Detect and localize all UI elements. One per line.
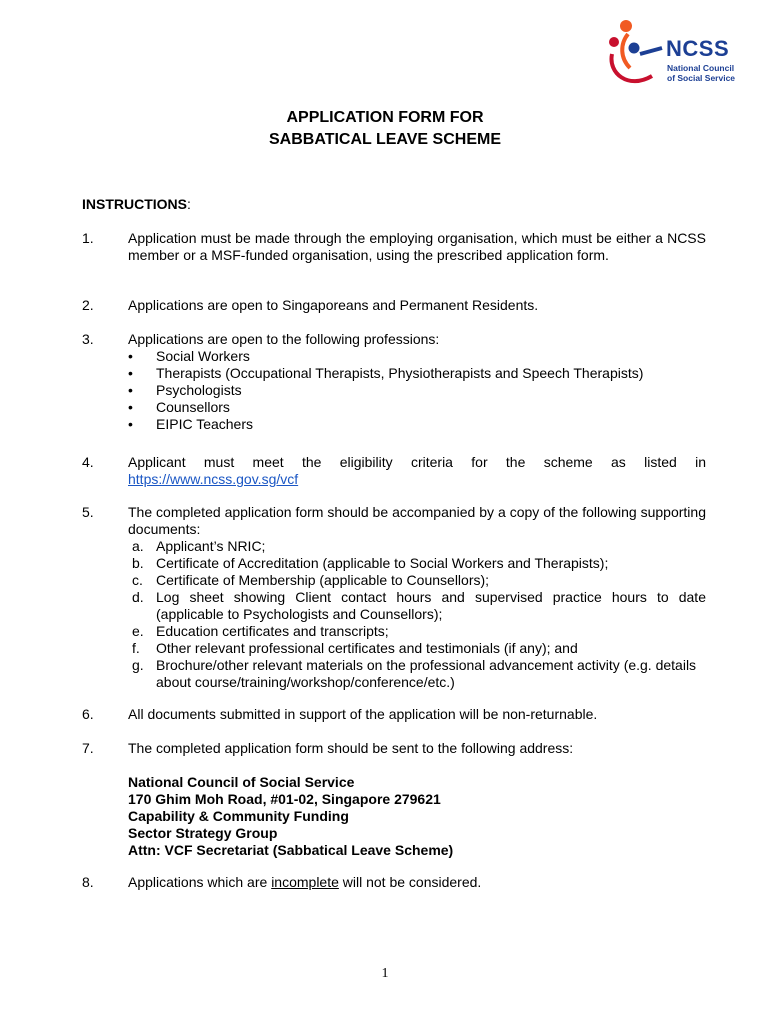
address-line: Sector Strategy Group [128,825,278,841]
sub-item [128,640,706,657]
bullet-item: • Social Workers [128,348,706,365]
sub-item-letter: d. [132,589,144,605]
sub-item-letter: g. [132,657,144,673]
item-body [128,454,706,488]
item-number: 4. [82,454,94,470]
item-text: Applicant must meet the eligibility criteria for the scheme as listed in [128,454,706,470]
item-number: 5. [82,504,94,520]
sub-item-text: Other relevant professional certificates and testimonials (if any); and [156,640,578,656]
item-text: Application must be made through the employing organisation, which must be either a NCSS member or a MSF-funded organisation, using the prescribed application form. [128,230,706,263]
address-line: National Council of Social Service [128,774,355,790]
eligibility-link[interactable]: https://www.ncss.gov.sg/vcf [128,471,299,487]
item-body [128,331,706,433]
bullet-item: • EIPIC Teachers [128,416,706,433]
sub-item [128,657,706,691]
sub-item-letter: f. [132,640,140,656]
sub-item-text: Brochure/other relevant materials on the professional advancement activity (e.g. details about course/training/workshop/conference/etc.) [156,657,697,690]
title-line2: SABBATICAL LEAVE SCHEME [268,131,501,148]
item-number: 1. [82,230,94,246]
item-text: Applications are open to Singaporeans and Permanent Residents. [128,297,539,313]
instructions-heading-text: INSTRUCTIONS [82,196,187,212]
sub-item [128,538,706,555]
item-text: Applications are open to the following professions: [128,331,440,347]
item-body [128,504,706,691]
logo-wordmark: NCSS [666,36,730,61]
item-text-after: will not be considered. [338,874,482,890]
sub-item [128,623,706,640]
sub-item-letter: c. [132,572,143,588]
item-text-before: Applications which are [128,874,272,890]
item-text: The completed application form should be accompanied by a copy of the following supporting documents: [128,504,706,537]
sub-item-letter: a. [132,538,144,554]
item-body [128,740,706,859]
title-line1: APPLICATION FORM FOR [286,109,484,126]
sub-item [128,555,706,572]
bullet-item: • Therapists (Occupational Therapists, Physiotherapists and Speech Therapists) [128,365,706,382]
sub-item [128,589,706,623]
address-line: Capability & Community Funding [128,808,349,824]
item-number: 7. [82,740,94,756]
bullet-item: • Psychologists [128,382,706,399]
sub-item-text: Applicant’s NRIC; [156,538,266,554]
item-number: 8. [82,874,94,890]
instructions-heading [82,196,191,212]
sub-item-letter: e. [132,623,144,639]
sub-item-letter: b. [132,555,144,571]
sub-item-text: Certificate of Accreditation (applicable to Social Workers and Therapists); [156,555,609,571]
logo-subtitle-line2: of Social Service [667,73,736,83]
item-text [128,874,706,891]
logo-subtitle [667,63,735,83]
address-line: Attn: VCF Secretariat (Sabbatical Leave Scheme) [128,842,454,858]
address-line: 170 Ghim Moh Road, #01-02, Singapore 279621 [128,791,441,807]
sub-item-text: Certificate of Membership (applicable to Counsellors); [156,572,490,588]
item-text: All documents submitted in support of the application will be non-returnable. [128,706,598,722]
page-number: 1 [381,966,389,981]
bullet-item: • Counsellors [128,399,706,416]
item-text-underlined: incomplete [271,874,339,890]
logo-subtitle-line1: National Council [667,63,735,73]
sub-item [128,572,706,589]
item-number: 6. [82,706,94,722]
ncss-logo [606,18,756,92]
item-number: 2. [82,297,94,313]
item-text: The completed application form should be sent to the following address: [128,740,574,756]
ncss-emblem-icon [606,18,666,92]
item-number: 3. [82,331,94,347]
sub-item-text: Education certificates and transcripts; [156,623,389,639]
mailing-address [128,774,706,859]
sub-item-text: Log sheet showing Client contact hours and supervised practice hours to date (applicable to Psychologists and Counsellors); [156,589,706,622]
form-title [0,107,770,151]
instructions-colon: : [187,196,191,212]
